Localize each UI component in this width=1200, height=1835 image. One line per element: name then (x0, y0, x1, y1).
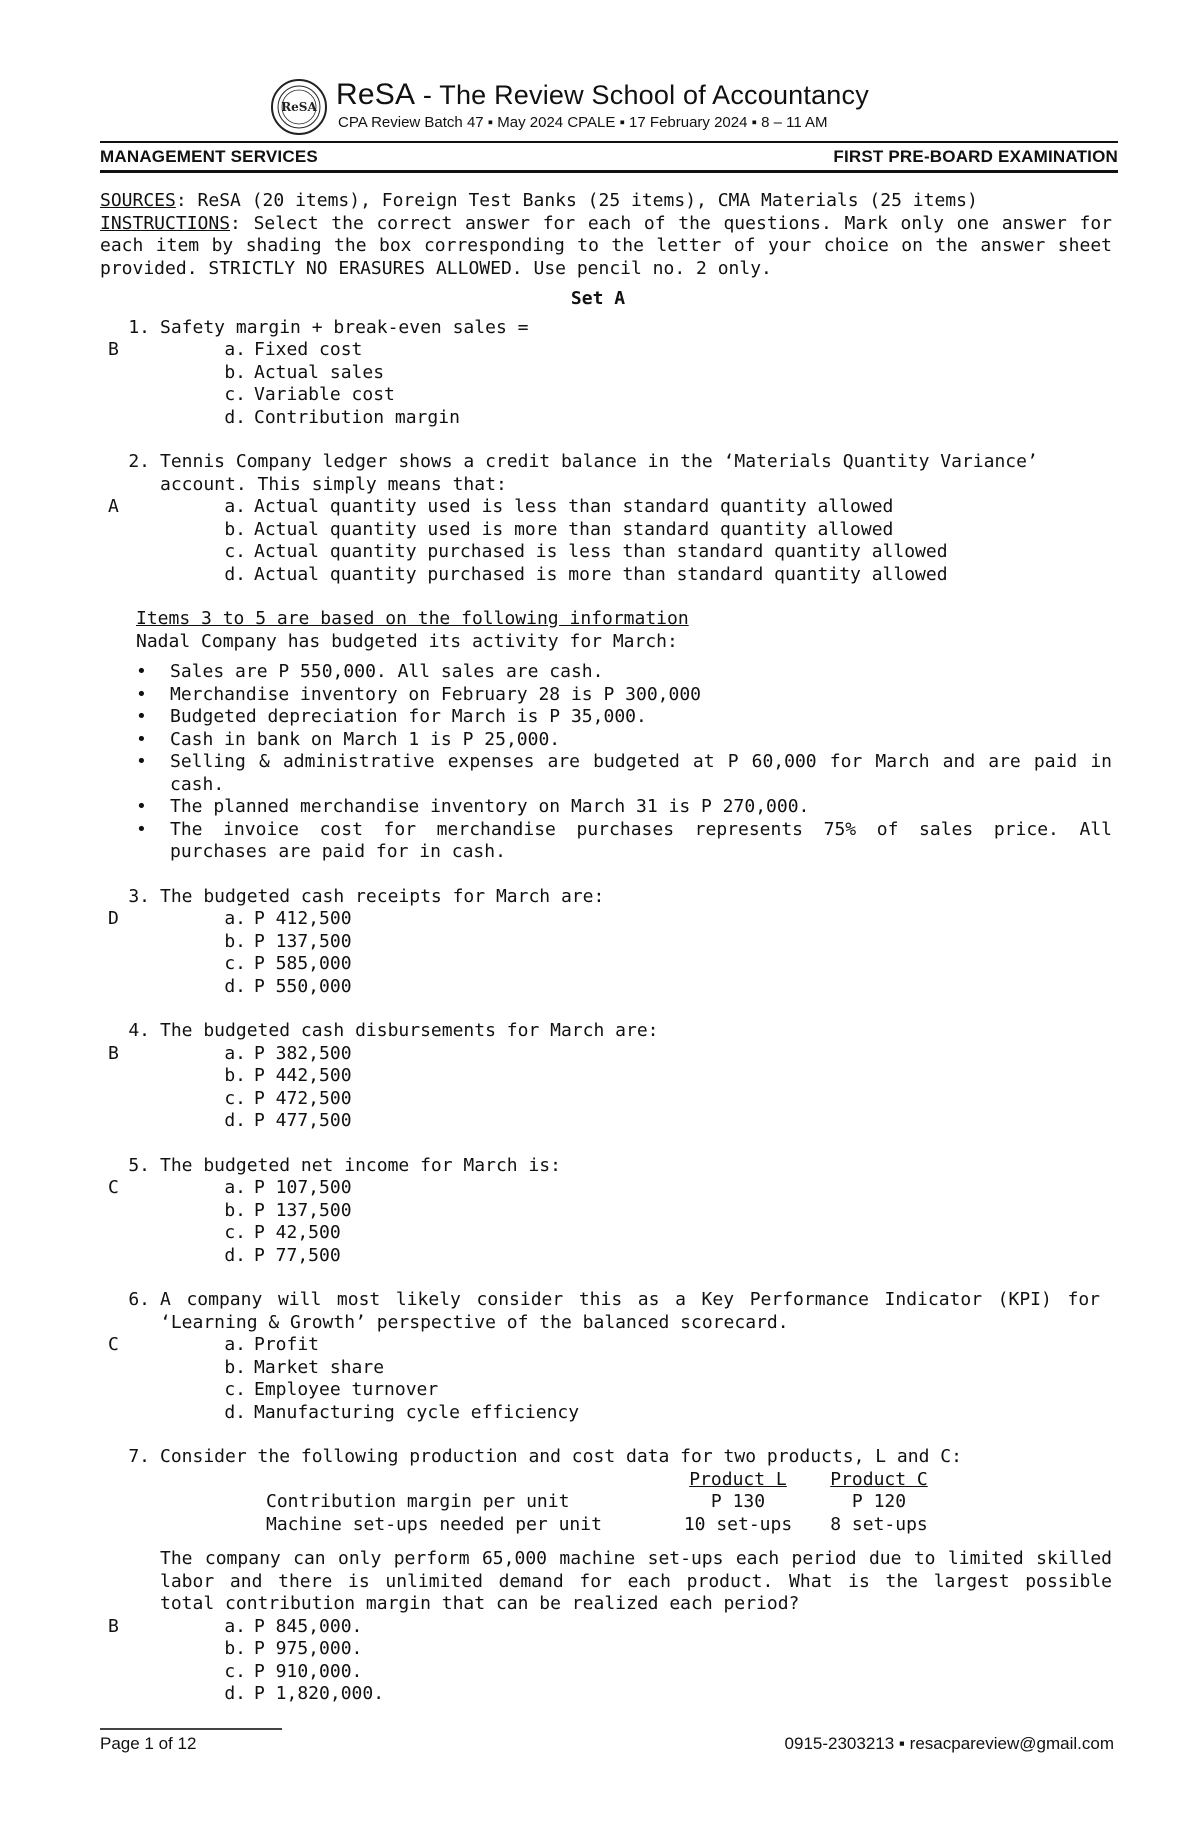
instructions-text: : Select the correct answer for each of the questions. Mark only one answer for each item by shading the box corresponding to the letter of your choice on the answer sheet provided. STRICTLY NO ERASURES ALLOWED. Use pencil no. 2 only. (100, 212, 1112, 279)
table-row: Contribution margin per unit P 130 P 120 (266, 1491, 907, 1512)
exam-title: FIRST PRE-BOARD EXAMINATION (833, 147, 1118, 166)
choice-c: c. P 42,500 (224, 1222, 341, 1243)
bullet-item: • Budgeted depreciation for March is P 35,000. (136, 706, 647, 727)
info-heading: Items 3 to 5 are based on the following information (136, 608, 689, 629)
q7-followup: The company can only perform 65,000 machine set-ups each period due to limited skilled labor and there is unlimited demand for each product. What is the largest possible total contribution margin that can be realized each period? (160, 1548, 1112, 1614)
question-5 (100, 1155, 1112, 1268)
question-text: The budgeted net income for March is: (160, 1154, 561, 1176)
question-text: Consider the following production and cost data for two products, L and C: (160, 1446, 962, 1467)
question-text: Tennis Company ledger shows a credit balance in the ‘Materials Quantity Variance’ account. This simply means that: (160, 451, 1038, 495)
question-number: 4. (128, 1020, 150, 1041)
col-product-l: Product L (689, 1468, 787, 1490)
sources-text: : ReSA (20 items), Foreign Test Banks (25 items), CMA Materials (25 items) (175, 190, 978, 211)
answer-key: C (108, 1334, 119, 1355)
choice-b: b. P 137,500 (224, 930, 352, 952)
page-header (270, 74, 990, 144)
choice-c: c. Actual quantity purchased is less than standard quantity allowed (224, 541, 948, 562)
table-row: Machine set-ups needed per unit 10 set-ups 8 set-ups (266, 1513, 928, 1535)
choice-d: d. P 77,500 (224, 1244, 341, 1266)
question-3 (100, 886, 1112, 999)
choice-c: c. P 472,500 (224, 1087, 352, 1109)
set-label: Set A (570, 288, 626, 309)
choice-d: d. P 550,000 (224, 975, 352, 997)
question-number: 6. (128, 1289, 150, 1310)
choice-b: b. P 442,500 (224, 1065, 352, 1086)
info-lead: Nadal Company has budgeted its activity for March: (136, 630, 678, 652)
choice-c: c. P 585,000 (224, 953, 352, 974)
question-number: 2. (128, 451, 150, 472)
bullet-item: • Cash in bank on March 1 is P 25,000. (136, 728, 561, 750)
choice-d: d. Manufacturing cycle efficiency (224, 1401, 580, 1423)
question-text: Safety margin + break-even sales = (160, 316, 529, 338)
header-rule (100, 141, 1118, 143)
brand-name: ReSA (336, 78, 416, 111)
choice-a: a. P 382,500 (224, 1042, 352, 1064)
question-number: 3. (128, 885, 150, 907)
question-text: A company will most likely consider this as a Key Performance Indicator (KPI) for ‘Learning & Growth’ perspective of the balanced scorecard. (160, 1289, 1100, 1333)
choice-d: d. Actual quantity purchased is more than standard quantity allowed (224, 563, 948, 585)
choice-c: c. P 910,000. (224, 1660, 363, 1682)
question-number: 7. (128, 1446, 150, 1467)
school-title: - The Review School of Accountancy (415, 80, 869, 110)
instructions (100, 213, 1112, 281)
answer-key: D (108, 908, 119, 929)
subject-title: MANAGEMENT SERVICES (100, 147, 318, 166)
question-text: The budgeted cash receipts for March are: (160, 885, 605, 907)
header-rule-thick (100, 170, 1118, 173)
choice-c: c. Employee turnover (224, 1379, 439, 1400)
question-text: The budgeted cash disbursements for March are: (160, 1020, 659, 1041)
choice-b: b. Actual sales (224, 361, 385, 383)
info-block (100, 608, 1112, 653)
footer-rule (100, 1728, 282, 1730)
answer-key: C (108, 1177, 119, 1198)
info-bullets (100, 661, 1112, 864)
product-table (266, 1469, 948, 1537)
choice-a: a. P 412,500 (224, 908, 352, 929)
choice-d: d. P 477,500 (224, 1110, 352, 1131)
school-name (336, 78, 869, 112)
bullet-item: • The planned merchandise inventory on March 31 is P 270,000. (136, 796, 810, 817)
choice-a: a. P 845,000. (224, 1615, 363, 1637)
batch-line: CPA Review Batch 47 ▪ May 2024 CPALE ▪ 17 February 2024 ▪ 8 – 11 AM (338, 114, 828, 131)
choice-b: b. P 975,000. (224, 1638, 363, 1659)
sources-line (100, 190, 1112, 213)
question-number: 5. (128, 1154, 150, 1176)
bullet-item: • Sales are P 550,000. All sales are cash. (136, 661, 604, 682)
question-6 (100, 1289, 1112, 1424)
bullet-item: • Selling & administrative expenses are budgeted at P 60,000 for March and are paid in cash. (136, 751, 1112, 795)
question-1 (100, 317, 1112, 430)
choice-a: a. Actual quantity used is less than standard quantity allowed (224, 496, 894, 517)
exam-content (100, 190, 1112, 1706)
bullet-item: • The invoice cost for merchandise purchases represents 75% of sales price. All purchases are paid for in cash. (136, 818, 1112, 862)
contact-info: 0915-2303213 ▪ resacpareview@gmail.com (784, 1734, 1114, 1753)
question-2 (100, 451, 1112, 586)
bullet-item: • Merchandise inventory on February 28 is P 300,000 (136, 683, 702, 705)
page-number: Page 1 of 12 (100, 1734, 197, 1753)
question-4 (100, 1020, 1112, 1133)
choice-d: d. Contribution margin (224, 406, 460, 428)
question-7 (100, 1446, 1112, 1706)
choice-b: b. Actual quantity used is more than standard quantity allowed (224, 518, 894, 540)
answer-key: B (108, 1042, 119, 1064)
choice-c: c. Variable cost (224, 384, 395, 405)
choice-a: a. P 107,500 (224, 1177, 352, 1198)
sources-label: SOURCES (100, 190, 176, 211)
answer-key: B (108, 339, 119, 360)
logo-text: ReSA (281, 100, 317, 114)
instructions-label: INSTRUCTIONS (100, 212, 231, 234)
question-number: 1. (128, 316, 150, 338)
col-product-c: Product C (830, 1468, 928, 1490)
choice-d: d. P 1,820,000. (224, 1683, 385, 1704)
choice-b: b. Market share (224, 1356, 385, 1378)
choice-a: a. Profit (224, 1334, 320, 1355)
answer-key: A (108, 496, 119, 517)
resa-logo (270, 78, 328, 136)
choice-b: b. P 137,500 (224, 1199, 352, 1221)
choice-a: a. Fixed cost (224, 339, 363, 360)
answer-key: B (108, 1615, 119, 1637)
